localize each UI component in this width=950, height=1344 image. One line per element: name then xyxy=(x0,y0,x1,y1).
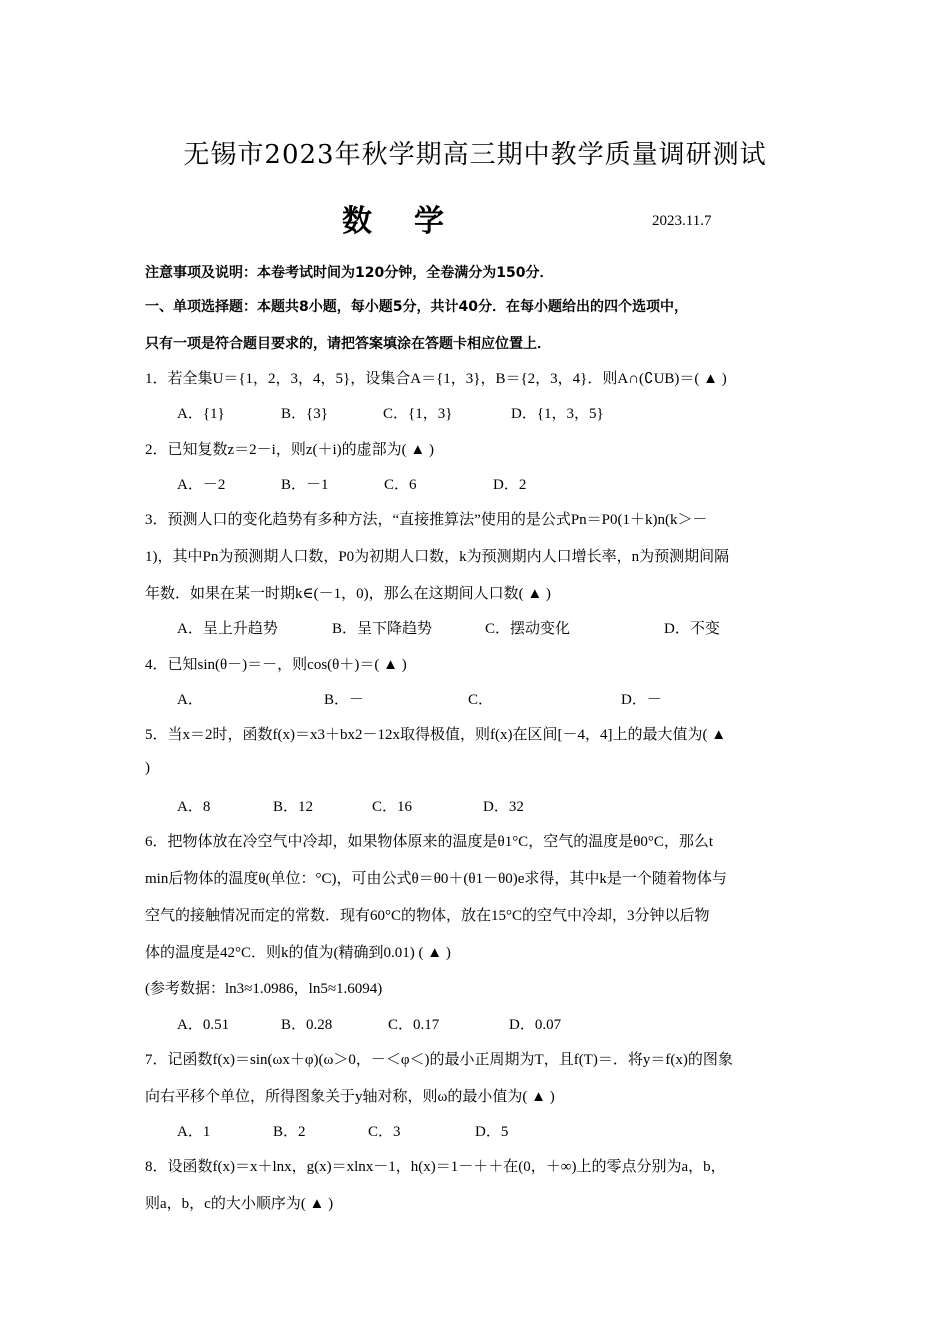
notice-text: 注意事项及说明：本卷考试时间为120分钟，全卷满分为150分． xyxy=(145,265,554,281)
question-6-line: 6．把物体放在冷空气中冷却，如果物体原来的温度是θ1°C，空气的温度是θ0°C，那么t xyxy=(145,834,714,850)
option-a: A．1 xyxy=(177,1124,211,1140)
question-7-line: 向右平移个单位，所得图象关于y轴对称，则ω的最小值为( ▲ ) xyxy=(145,1089,555,1105)
question-2-line: 2．已知复数z＝2－i，则z(＋i)的虚部为( ▲ ) xyxy=(145,442,434,458)
option-b: B．0.28 xyxy=(281,1017,333,1033)
section-instructions-line1: 一、单项选择题：本题共8小题，每小题5分，共计40分．在每小题给出的四个选项中， xyxy=(145,299,688,315)
option-b: B．{3} xyxy=(281,406,328,422)
option-a: A．－2 xyxy=(177,477,226,493)
page-title: 无锡市2023年秋学期高三期中教学质量调研测试 xyxy=(183,140,767,170)
option-a: A．呈上升趋势 xyxy=(177,621,278,637)
option-c: C． xyxy=(468,692,494,708)
option-d: D．0.07 xyxy=(509,1017,562,1033)
option-d: D．{1，3，5} xyxy=(511,406,604,422)
option-b: B．呈下降趋势 xyxy=(332,621,433,637)
option-c: C．{1，3} xyxy=(383,406,453,422)
exam-date: 2023.11.7 xyxy=(652,213,712,229)
option-c: C．摆动变化 xyxy=(485,621,571,637)
question-3-line: 年数．如果在某一时期k∈(－1，0)，那么在这期间人口数( ▲ ) xyxy=(145,586,551,602)
subject-heading: 数学 xyxy=(342,204,486,239)
question-5-line: 5．当x＝2时，函数f(x)＝x3＋bx2－12x取得极值，则f(x)在区间[－4，4]上的最大值为( ▲ xyxy=(145,727,727,743)
option-d: D．－ xyxy=(621,692,662,708)
option-d: D．32 xyxy=(483,799,524,815)
option-d: D．不变 xyxy=(664,621,720,637)
question-6-line: min后物体的温度θ(单位：°C)，可由公式θ＝θ0＋(θ1－θ0)e求得，其中k是一个随着物体与 xyxy=(145,871,727,887)
option-c: C．0.17 xyxy=(388,1017,440,1033)
question-6-reference-data: (参考数据：ln3≈1.0986，ln5≈1.6094) xyxy=(145,981,383,997)
question-7-line: 7．记函数f(x)＝sin(ωx＋φ)(ω＞0，－＜φ＜)的最小正周期为T，且f(T)＝．将y＝f(x)的图象 xyxy=(145,1052,733,1068)
section-instructions-line2: 只有一项是符合题目要求的，请把答案填涂在答题卡相应位置上． xyxy=(145,336,551,352)
question-3-line: 3．预测人口的变化趋势有多种方法，“直接推算法”使用的是公式Pn＝P0(1＋k)n(k＞－ xyxy=(145,512,708,528)
option-c: C．3 xyxy=(368,1124,401,1140)
question-6-line: 体的温度是42°C．则k的值为(精确到0.01) ( ▲ ) xyxy=(145,945,451,961)
question-4-line: 4．已知sin(θ－)＝－，则cos(θ＋)＝( ▲ ) xyxy=(145,657,407,673)
option-d: D．5 xyxy=(475,1124,509,1140)
question-8-line: 8．设函数f(x)＝x＋lnx，g(x)＝xlnx－1，h(x)＝1－＋＋在(0，＋∞)上的零点分别为a，b， xyxy=(145,1159,726,1175)
option-c: C．16 xyxy=(372,799,413,815)
option-a: A．{1} xyxy=(177,406,225,422)
question-5-line: ) xyxy=(145,760,150,776)
option-b: B．2 xyxy=(273,1124,306,1140)
option-b: B．－ xyxy=(324,692,365,708)
question-8-line: 则a，b，c的大小顺序为( ▲ ) xyxy=(145,1196,334,1212)
question-1-line: 1．若全集U＝{1，2，3，4，5}，设集合A＝{1，3}，B＝{2，3，4}．则A∩(∁UB)＝( ▲ ) xyxy=(145,371,727,387)
option-a: A．8 xyxy=(177,799,211,815)
option-a: A．0.51 xyxy=(177,1017,230,1033)
option-c: C．6 xyxy=(384,477,417,493)
option-a: A． xyxy=(177,692,203,708)
question-6-line: 空气的接触情况而定的常数．现有60°C的物体，放在15°C的空气中冷却，3分钟以后物 xyxy=(145,908,710,924)
question-3-line: 1)，其中Pn为预测期人口数，P0为初期人口数，k为预测期内人口增长率，n为预测期间隔 xyxy=(145,549,730,565)
option-d: D．2 xyxy=(493,477,527,493)
option-b: B．12 xyxy=(273,799,314,815)
option-b: B．－1 xyxy=(281,477,329,493)
